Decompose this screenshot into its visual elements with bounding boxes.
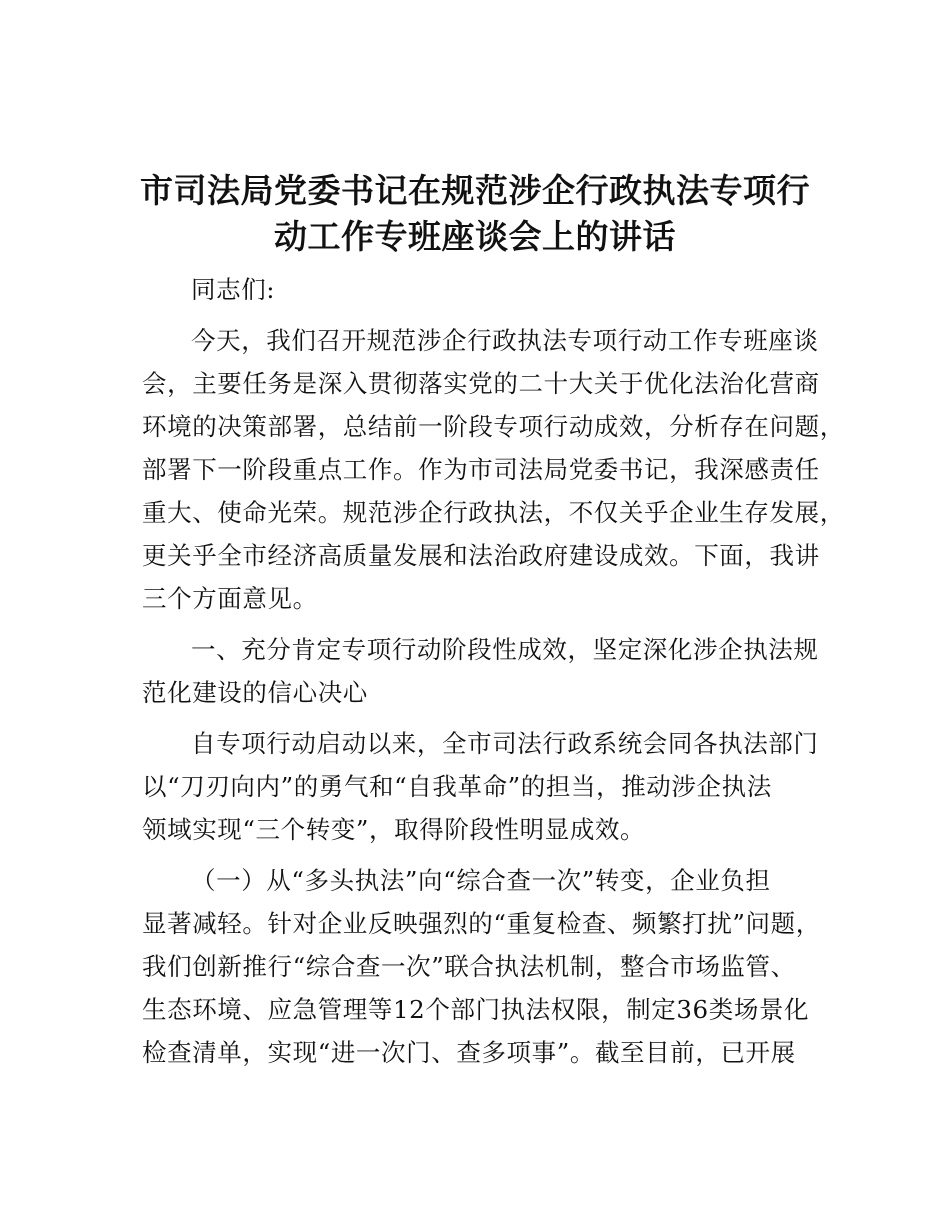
paragraph-line: 三个方面意见。 <box>142 584 318 613</box>
section-heading-1 <box>142 628 819 714</box>
paragraph-line: 自专项行动启动以来，全市司法行政系统会同各执法部门 <box>191 729 819 758</box>
paragraph-line: 我们创新推行“综合查一次”联合执法机制，整合市场监管、 <box>142 952 796 981</box>
paragraph-line: 显著减轻。针对企业反映强烈的“重复检查、频繁打扰”问题， <box>142 909 821 938</box>
paragraph-line: 更关乎全市经济高质量发展和法治政府建设成效。下面，我讲 <box>142 541 820 570</box>
paragraph-line: 部署下一阶段重点工作。作为市司法局党委书记，我深感责任 <box>142 455 820 484</box>
heading-line: 一、充分肯定专项行动阶段性成效，坚定深化涉企执法规 <box>191 635 819 664</box>
document-title <box>140 168 810 260</box>
paragraph-line: 领域实现“三个转变”，取得阶段性明显成效。 <box>142 815 646 844</box>
paragraph-achievements <box>142 722 819 851</box>
paragraph-line: 以“刀刃向内”的勇气和“自我革命”的担当，推动涉企执法 <box>142 772 772 801</box>
paragraph-line: 今天，我们召开规范涉企行政执法专项行动工作专班座谈 <box>191 326 819 355</box>
paragraph-line: 重大、使命光荣。规范涉企行政执法，不仅关乎企业生存发展， <box>142 498 845 527</box>
paragraph-line: 检查清单，实现“进一次门、查多项事”。截至目前，已开展 <box>142 1038 796 1067</box>
title-line: 市司法局党委书记在规范涉企行政执法专项行 <box>140 171 810 210</box>
paragraph-line: 生态环境、应急管理等12个部门执法权限，制定36类场景化 <box>142 995 810 1024</box>
paragraph-line: 环境的决策部署，总结前一阶段专项行动成效，分析存在问题， <box>142 412 845 441</box>
paragraph-line: 会，主要任务是深入贯彻落实党的二十大关于优化法治化营商 <box>142 369 820 398</box>
heading-line: 范化建设的信心决心 <box>142 678 368 707</box>
greeting: 同志们: <box>191 275 276 304</box>
document-body <box>142 268 845 1074</box>
paragraph-line: （一）从“多头执法”向“综合查一次”转变，企业负担 <box>191 866 771 895</box>
paragraph-opening <box>142 319 845 620</box>
paragraph-subsection-1 <box>142 859 821 1074</box>
title-line: 动工作专班座谈会上的讲话 <box>274 217 676 256</box>
